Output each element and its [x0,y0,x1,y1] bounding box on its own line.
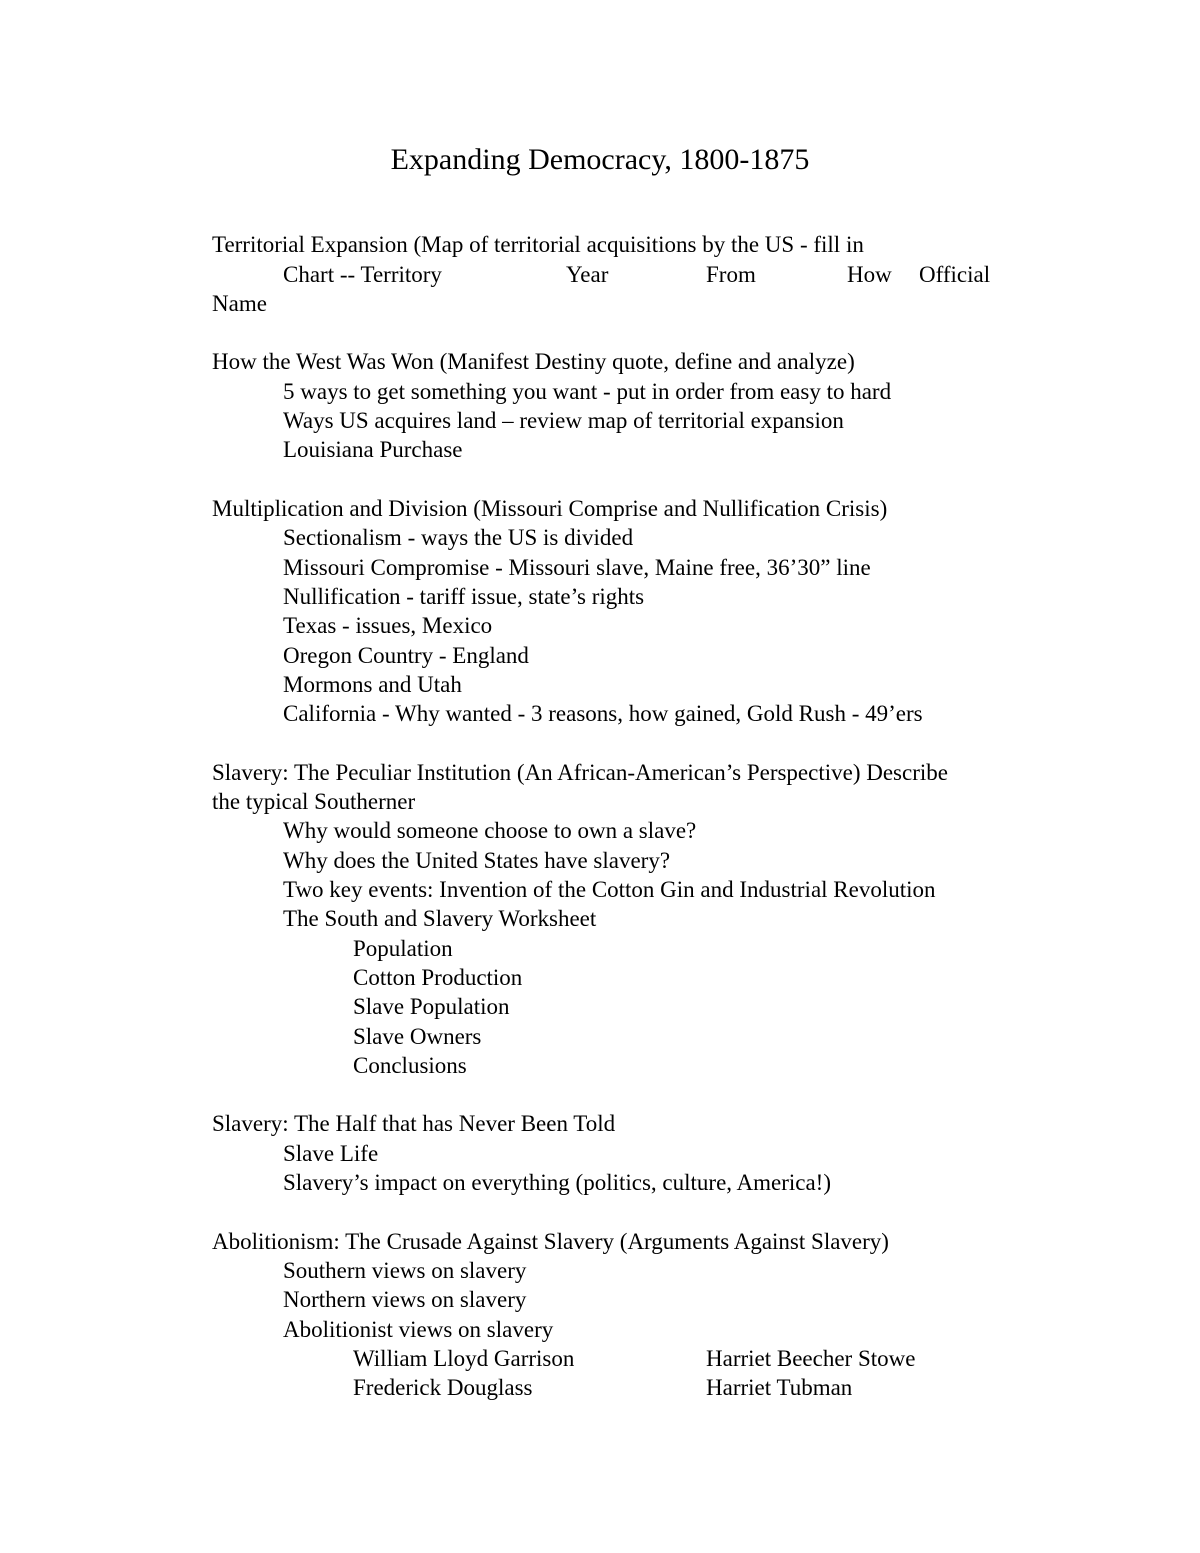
list-item: Ways US acquires land – review map of territorial expansion [283,408,844,433]
list-item: Why does the United States have slavery? [283,848,671,873]
section-heading-peculiar: Slavery: The Peculiar Institution (An African-American’s Perspective) Describe [212,760,948,785]
chart-column-how: How [847,262,892,287]
abolitionist-name: Harriet Beecher Stowe [706,1346,916,1371]
abolitionist-name: Frederick Douglass [353,1375,533,1400]
list-item: Oregon Country - England [283,643,529,668]
list-item: The South and Slavery Worksheet [283,906,597,931]
list-item: Missouri Compromise - Missouri slave, Maine free, 36’30” line [283,555,871,580]
list-item: Northern views on slavery [283,1287,527,1312]
list-item: California - Why wanted - 3 reasons, how gained, Gold Rush - 49’ers [283,701,923,726]
sub-list-item: Slave Owners [353,1024,482,1049]
chart-column-name: Name [212,291,267,316]
list-item: Why would someone choose to own a slave? [283,818,697,843]
list-item: Louisiana Purchase [283,437,463,462]
list-item: Slavery’s impact on everything (politics, culture, America!) [283,1170,832,1195]
chart-column-year: Year [566,262,609,287]
section-heading-peculiar-continued: the typical Southerner [212,789,416,814]
chart-column-official: Official [919,262,991,287]
abolitionist-name: Harriet Tubman [706,1375,853,1400]
abolitionist-name: William Lloyd Garrison [353,1346,575,1371]
chart-column-from: From [706,262,756,287]
section-heading-multiplication: Multiplication and Division (Missouri Comprise and Nullification Crisis) [212,496,888,521]
section-heading-abolition: Abolitionism: The Crusade Against Slavery (Arguments Against Slavery) [212,1229,889,1254]
sub-list-item: Slave Population [353,994,510,1019]
list-item: Abolitionist views on slavery [283,1317,554,1342]
chart-column-territory: Chart -- Territory [283,262,442,287]
list-item: Slave Life [283,1141,379,1166]
list-item: Two key events: Invention of the Cotton Gin and Industrial Revolution [283,877,936,902]
list-item: Sectionalism - ways the US is divided [283,525,634,550]
list-item: Nullification - tariff issue, state’s rights [283,584,645,609]
section-heading-west: How the West Was Won (Manifest Destiny quote, define and analyze) [212,349,855,374]
sub-list-item: Cotton Production [353,965,523,990]
list-item: Mormons and Utah [283,672,462,697]
list-item: Texas - issues, Mexico [283,613,493,638]
page-title: Expanding Democracy, 1800-1875 [390,143,810,176]
list-item: Southern views on slavery [283,1258,527,1283]
section-heading-territorial: Territorial Expansion (Map of territorial acquisitions by the US - fill in [212,232,864,257]
section-heading-half: Slavery: The Half that has Never Been Told [212,1111,616,1136]
list-item: 5 ways to get something you want - put in order from easy to hard [283,379,892,404]
sub-list-item: Population [353,936,453,961]
sub-list-item: Conclusions [353,1053,467,1078]
